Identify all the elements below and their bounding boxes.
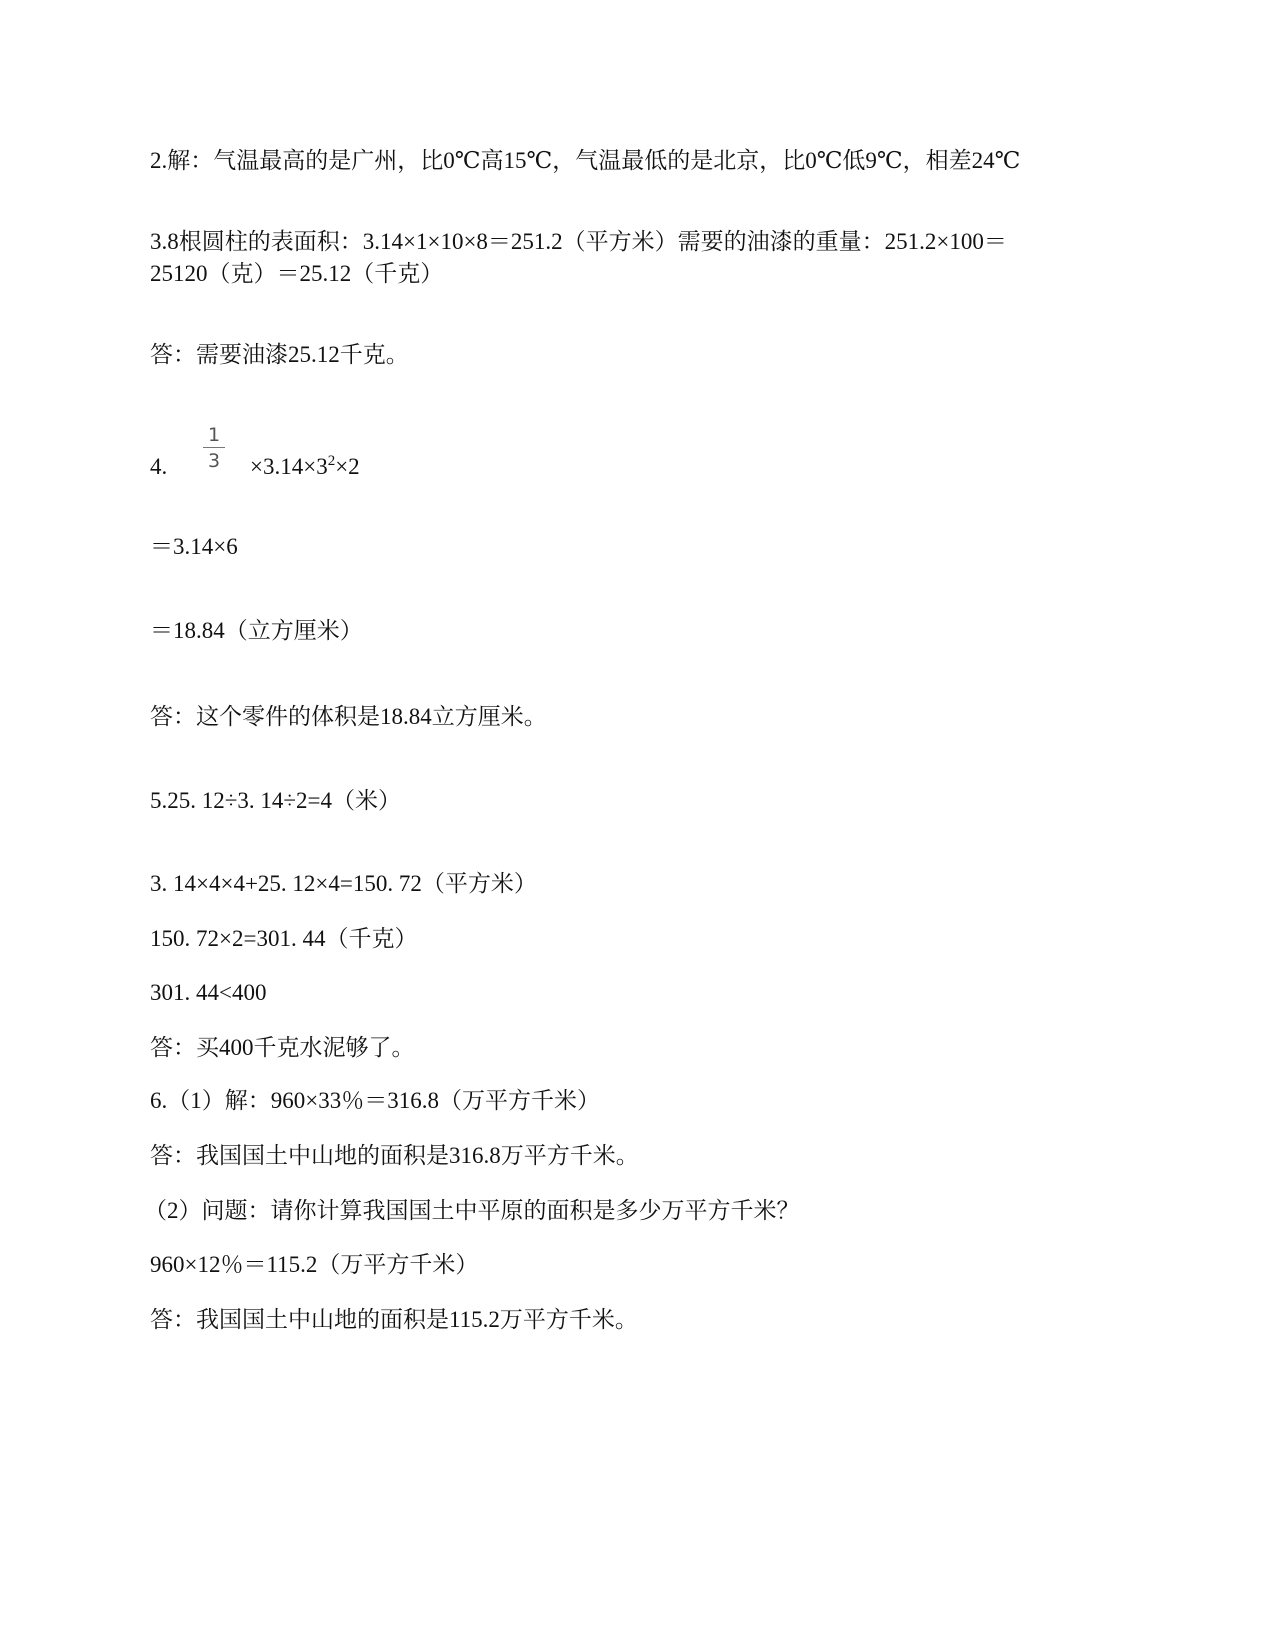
answer-5-line-2: 3. 14×4×4+25. 12×4=150. 72（平方米）: [150, 871, 537, 896]
answer-3-line-1: 3.8根圆柱的表面积：3.14×1×10×8＝251.2（平方米）需要的油漆的重量：251.2×100＝: [150, 229, 1007, 254]
answer-4-conclusion: 答：这个零件的体积是18.84立方厘米。: [150, 704, 547, 729]
answer-3-conclusion: 答：需要油漆25.12千克。: [150, 342, 409, 367]
answer-5-line-3: 150. 72×2=301. 44（千克）: [150, 926, 418, 951]
answer-4-expression: [250, 450, 360, 484]
answer-4-number: 4.: [150, 454, 168, 479]
answer-4-step-1: ＝3.14×6: [150, 534, 238, 559]
fraction-one-third: [203, 424, 225, 472]
fraction-bar: [203, 447, 225, 448]
answer-6-part-1: 6.（1）解：960×33％＝316.8（万平方千米）: [150, 1088, 600, 1113]
answer-6-part-2-question: （2）问题：请你计算我国国土中平原的面积是多少万平方千米？: [144, 1198, 800, 1223]
expression-part-b: ×2: [335, 454, 360, 479]
exponent: 2: [327, 453, 336, 469]
answer-5-line-1: 5.25. 12÷3. 14÷2=4（米）: [150, 788, 401, 813]
fraction-numerator: 1: [207, 424, 221, 446]
answer-5-conclusion: 答：买400千克水泥够了。: [150, 1035, 415, 1060]
answer-3-line-2: 25120（克）＝25.12（千克）: [150, 261, 444, 286]
answer-4-step-2: ＝18.84（立方厘米）: [150, 618, 363, 643]
answer-5-line-4: 301. 44<400: [150, 980, 267, 1005]
answer-2-line: 2.解：气温最高的是广州，比0℃高15℃，气温最低的是北京，比0℃低9℃，相差24℃: [150, 148, 1021, 173]
answer-6-part-1-conclusion: 答：我国国土中山地的面积是316.8万平方千米。: [150, 1143, 639, 1168]
expression-part-a: ×3.14×3: [250, 454, 328, 479]
answer-6-part-2-conclusion: 答：我国国土中山地的面积是115.2万平方千米。: [150, 1307, 638, 1332]
fraction-denominator: 3: [207, 450, 221, 472]
answer-6-part-2-calc: 960×12％＝115.2（万平方千米）: [150, 1252, 479, 1277]
